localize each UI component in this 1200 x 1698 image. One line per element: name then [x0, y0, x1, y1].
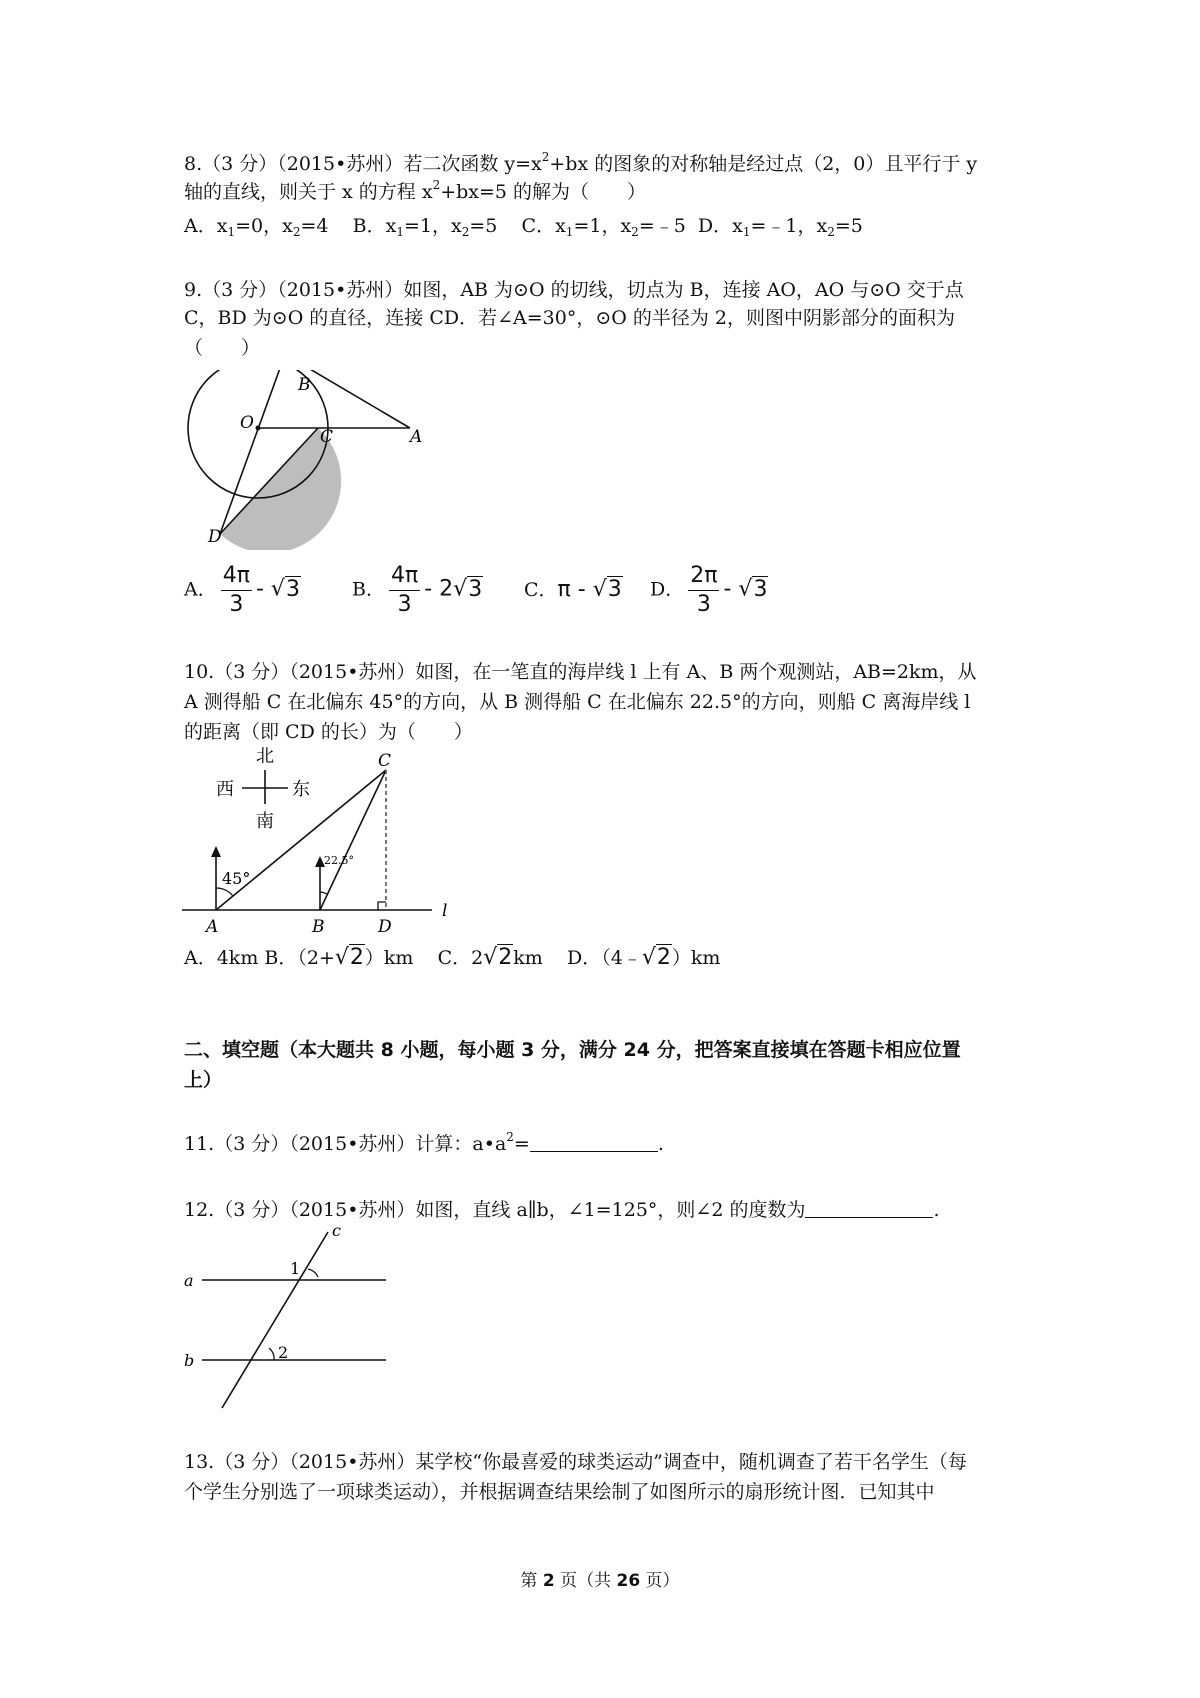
q8-line1: 8.（3 分）（2015•苏州）若二次函数 $y=x^2+bx$ 的图象的对称轴是经过点（2，0）且平行于 y	[184, 150, 978, 175]
angle-arc-a	[216, 888, 233, 896]
angle-1-arc	[308, 1269, 318, 1277]
label-l: l	[442, 901, 448, 921]
compass-west: 西	[216, 779, 234, 800]
center-point	[256, 426, 261, 431]
q8-options	[184, 212, 863, 240]
q13-line2: 个学生分别选了一项球类运动），并根据调查结果绘制了如图所示的扇形统计图．已知其中	[184, 1481, 935, 1503]
transversal-c	[222, 1232, 328, 1408]
angle-1-label: 1	[290, 1259, 301, 1278]
current-page: 2	[542, 1571, 555, 1591]
q9-line2: C，BD 为⊙O 的直径，连接 CD．若∠A=30°，⊙O 的半径为 2，则图中阴影部分的面积为	[184, 307, 956, 329]
q10-line2: A 测得船 C 在北偏东 45°的方向，从 B 测得船 C 在北偏东 22.5°的方向，则船 C 离海岸线 l	[184, 691, 971, 713]
right-angle-mark	[378, 902, 386, 910]
label-d: D	[378, 917, 392, 937]
q8-option-c: C．$x_1=1$，$x_2=﹣5$	[521, 215, 686, 239]
label-c: C	[378, 751, 392, 771]
angle-label-b: 22.5°	[324, 854, 354, 867]
q13-line1: 13.（3 分）（2015•苏州）某学校“你最喜爱的球类运动”调查中，随机调查了若干名学生（每	[184, 1451, 967, 1473]
q10-option-a: A．4km	[184, 947, 259, 969]
q9-option-d: D． $\frac{2\pi}{3}$ - √3	[650, 563, 768, 617]
line-bc	[320, 770, 386, 910]
q12-line: 12.（3 分）（2015•苏州）如图，直线 a∥b，∠1=125°，则∠2 的度数为 .	[184, 1199, 940, 1221]
label-b: B	[312, 917, 325, 937]
angle-2-arc	[269, 1348, 274, 1360]
q10-option-b: B．（2+√2）km	[264, 945, 414, 970]
q8-option-d: D．$x_1=﹣1$，$x_2=5$	[697, 215, 863, 239]
tangent-ab	[298, 370, 410, 428]
compass-east: 东	[292, 779, 310, 800]
label-a: A	[206, 917, 219, 937]
label-b: b	[184, 1351, 195, 1370]
q9-line3: （ ）	[184, 337, 261, 359]
section2-heading-line1: 二、填空题（本大题共 8 小题，每小题 3 分，满分 24 分，把答案直接填在答题卡相应位置	[184, 1039, 961, 1061]
section2-heading-line2: 上）	[184, 1069, 223, 1091]
label-a: A	[410, 427, 423, 447]
q8-line2: 轴的直线，则关于 x 的方程 $x^2+bx=5$ 的解为（ ）	[184, 178, 647, 203]
q11-line: 11.（3 分）（2015•苏州）计算：$a•a^2=$ .	[184, 1130, 664, 1155]
q10-option-c: C．2√2km	[437, 945, 543, 970]
q9-option-a: A． $\frac{4\pi}{3}$ - √3	[184, 563, 300, 617]
compass-north: 北	[256, 746, 274, 767]
angle-2-label: 2	[278, 1343, 289, 1362]
angle-arc-b	[320, 892, 327, 894]
label-c: C	[320, 427, 334, 447]
label-o: O	[240, 413, 254, 433]
q12-parallel-lines-figure	[180, 1222, 400, 1418]
q9-option-b: B． $\frac{4\pi}{3}$ - 2√3	[352, 563, 483, 617]
q10-coast-figure	[180, 742, 470, 940]
total-pages: 26	[616, 1571, 641, 1591]
q10-option-d: D．（4﹣√2）km	[566, 945, 721, 970]
q9-line1: 9.（3 分）（2015•苏州）如图，AB 为⊙O 的切线，切点为 B，连接 AO，AO 与⊙O 交于点	[184, 279, 964, 301]
compass-south: 南	[256, 811, 274, 832]
label-b: B	[298, 375, 311, 395]
q10-line1: 10.（3 分）（2015•苏州）如图，在一笔直的海岸线 l 上有 A、B 两个观测站，AB=2km，从	[184, 661, 977, 683]
angle-label-a: 45°	[222, 869, 251, 888]
page-footer: 第 2 页（共 26 页）	[520, 1571, 680, 1591]
q10-options	[184, 944, 720, 972]
arrowhead-a	[211, 846, 221, 857]
q12-answer-blank[interactable]	[805, 1199, 933, 1218]
label-d: D	[208, 527, 222, 547]
q8-option-b: B．$x_1=1$，$x_2=5$	[352, 215, 498, 239]
label-c: c	[332, 1222, 341, 1240]
q9-circle-figure	[180, 370, 440, 550]
q8-option-a: A．$x_1=0$，$x_2=4$	[184, 215, 329, 239]
q11-answer-blank[interactable]	[530, 1133, 658, 1152]
q10-line3: 的距离（即 CD 的长）为（ ）	[184, 721, 473, 743]
label-a: a	[184, 1271, 194, 1290]
q9-option-c: C．π - √3	[524, 577, 622, 602]
